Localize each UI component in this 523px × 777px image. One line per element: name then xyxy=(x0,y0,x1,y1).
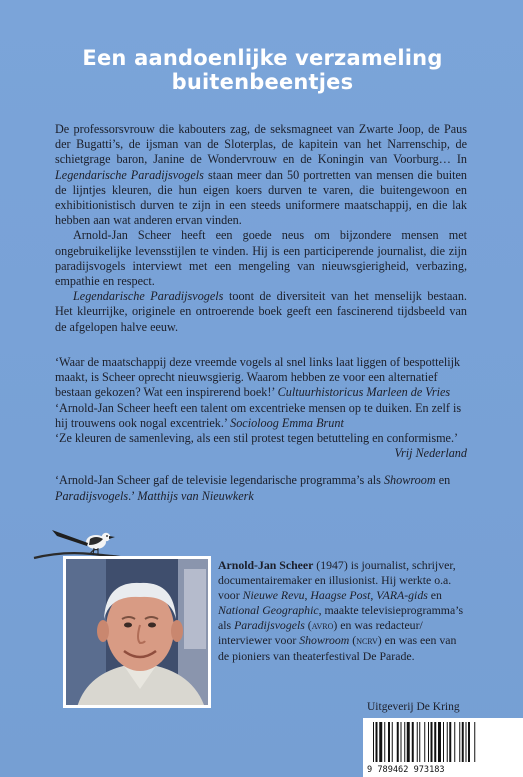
magazine-title: National Geographic xyxy=(218,603,319,618)
barcode-bar xyxy=(447,722,448,762)
quote-text: ‘Waar de maatschappij deze vreemde vogels al snel links laat liggen of bespottelijk maakt, is Scheer oprecht nieuwsgierig. Waarom hebben ze voor een alternatief bestaan gekozen? Wat een inspirerend boek!’ xyxy=(55,355,461,400)
quote-text: en xyxy=(435,473,451,488)
magazine-title: Haagse Post xyxy=(310,588,371,603)
barcode-bar xyxy=(443,722,444,762)
bio-text: ) en was redacteur/ interviewer voor xyxy=(218,618,423,648)
blurb-paragraph-3 xyxy=(55,289,467,335)
barcode-bar xyxy=(466,722,467,762)
bio-text: , xyxy=(370,588,377,603)
blurb xyxy=(55,122,467,335)
isbn-barcode xyxy=(363,718,523,777)
barcode-bar xyxy=(397,722,399,762)
barcode-bar xyxy=(373,722,374,762)
program-title: Paradijsvogels xyxy=(55,488,129,503)
author-name: Arnold-Jan Scheer xyxy=(218,558,314,572)
blurb-paragraph-1 xyxy=(55,122,467,228)
barcode-bar xyxy=(417,722,418,762)
quote-attribution: Matthijs van Nieuwkerk xyxy=(137,488,254,503)
magazine-title: Nieuwe Revu xyxy=(242,588,305,603)
barcode-bar xyxy=(468,722,470,762)
quote-text: ‘Ze kleuren de samenleving, als een stil protest tegen betutteling en conformisme.’ xyxy=(55,431,459,446)
bio-text: , maakte televisieprogramma’s als xyxy=(218,603,464,633)
barcode-bar xyxy=(379,722,382,762)
program-title: Showroom xyxy=(299,633,350,648)
blurb-paragraph-2: Arnold-Jan Scheer heeft een goede neus om bijzondere mensen met ongebruikelijke levensstijlen te vinden. Hij is een participerende journalist, die zijn paradijsvogels interviewt met een mengeling van nieuwsgierigheid, verbazing, empathie en respect. xyxy=(55,228,467,289)
barcode-bar xyxy=(376,722,378,762)
barcode-bars xyxy=(369,722,519,764)
blurb-p1-text-a: De professorsvrouw die kabouters zag, de seksmagneet van Zwarte Joop, de Paus der Bugatti’s, de ijsman van de Sloterplas, de kapitein van het Narrenschip, de schietgrage baron, Janine de Wondervrouw en de Koningin van Voorburg… In xyxy=(55,122,467,167)
blurb-p1-text-b: staan meer dan 50 portretten van mensen die buiten de lijntjes kleuren, die hun eigen koers durven te varen, die buitengewoon en exhibitionistisch durven te zijn in een steeds uniformere maatschappij, en die lak hebben aan wat anderen ervan vinden. xyxy=(55,167,467,228)
review-quote-1 xyxy=(55,355,467,401)
author-photo xyxy=(63,556,211,708)
broadcaster-name: ncrv xyxy=(356,633,378,648)
barcode-bar xyxy=(419,722,420,762)
barcode-bar xyxy=(412,722,414,762)
quote-attribution: Cultuurhistoricus Marleen de Vries xyxy=(277,385,451,400)
bio-text: en xyxy=(427,588,442,603)
barcode-bar xyxy=(384,722,385,762)
barcode-bar xyxy=(474,722,475,762)
bio-text: ( xyxy=(304,618,312,633)
book-title-mention: Legendarische Paradijsvogels xyxy=(55,167,204,182)
author-bio xyxy=(218,558,468,664)
barcode-bar xyxy=(404,722,405,762)
barcode-bar xyxy=(462,722,464,762)
program-title: Showroom xyxy=(383,473,436,488)
magazine-title: VARA-gids xyxy=(376,588,428,603)
bio-text: , xyxy=(304,588,311,603)
program-title: Paradijsvogels xyxy=(234,618,305,633)
book-title-mention: Legendarische Paradijsvogels xyxy=(73,289,224,304)
headline-line-2: buitenbeentjes xyxy=(171,70,354,94)
barcode-bar xyxy=(428,722,429,762)
barcode-bar xyxy=(424,722,425,762)
headline xyxy=(20,46,505,94)
quote-attribution: Socioloog Emma Brunt xyxy=(230,415,344,430)
review-quote-4 xyxy=(55,473,467,503)
isbn-number: 9 789462 973183 xyxy=(367,765,445,775)
bio-text: (1947) is journalist, schrijver, documentairemaker en illusionist. Hij werkte o.a. voor xyxy=(218,558,456,603)
blurb-p3-text: toont de diversiteit van het menselijk bestaan. Het kleurrijke, originele en ontroerende boek geeft een fascinerend tijdsbeeld van de afgelopen halve eeuw. xyxy=(55,289,467,334)
quote-attribution: Vrij Nederland xyxy=(394,446,467,461)
review-quote-2 xyxy=(55,401,467,431)
barcode-bar xyxy=(401,722,402,762)
quote-text: .’ xyxy=(128,488,138,503)
barcode-bar xyxy=(388,722,390,762)
barcode-bar xyxy=(407,722,410,762)
headline-line-1: Een aandoenlijke verzameling xyxy=(82,46,443,70)
bio-text: ) en was een van de pioniers van theaterfestival De Parade. xyxy=(218,633,457,663)
barcode-bar xyxy=(434,722,436,762)
broadcaster-name: avro xyxy=(311,618,334,633)
quote-text: ‘Arnold-Jan Scheer heeft een talent om excentrieke mensen op te duiken. En zelf is hij trouwens ook nogal excentriek.’ xyxy=(55,400,462,430)
barcode-bar xyxy=(438,722,441,762)
barcode-bar xyxy=(392,722,393,762)
barcode-bar xyxy=(449,722,451,762)
bio-text: ( xyxy=(349,633,357,648)
review-quotes xyxy=(55,355,467,504)
barcode-bar xyxy=(431,722,433,762)
author-portrait-image xyxy=(66,559,211,708)
barcode-bar xyxy=(454,722,455,762)
quote-text: ‘Arnold-Jan Scheer gaf de televisie legendarische programma’s als xyxy=(55,473,384,488)
publisher-name: Uitgeverij De Kring xyxy=(367,701,460,713)
review-quote-3 xyxy=(55,431,467,461)
barcode-bar xyxy=(459,722,460,762)
